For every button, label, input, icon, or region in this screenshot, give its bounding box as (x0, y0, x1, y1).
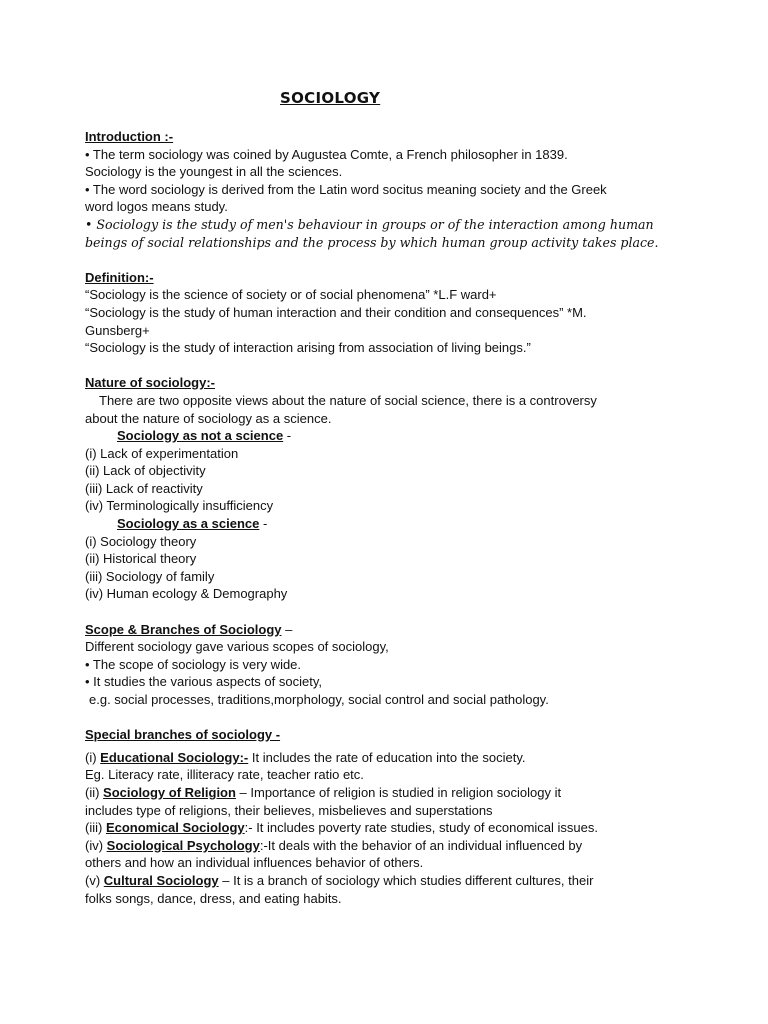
science-subheading (85, 515, 725, 533)
branch-name: Cultural Sociology (103, 872, 219, 888)
definition-line: “Sociology is the science of society or of social phenomena” *L.F ward+ (85, 287, 497, 303)
page-title: SOCIOLOGY (280, 89, 381, 107)
intro-italic-line: • Sociology is the study of men's behaviour in groups or of the interaction among human (85, 216, 654, 232)
not-science-heading: Sociology as not a science (117, 428, 284, 444)
list-item: (iii) Lack of reactivity (85, 480, 203, 496)
branch-name: Sociological Psychology (106, 837, 260, 853)
branch-prefix: (iii) (85, 820, 106, 836)
list-item: (i) Lack of experimentation (85, 445, 239, 461)
intro-line: • The word sociology is derived from the Latin word socitus meaning society and the Greek (85, 181, 607, 197)
scope-suffix: – (281, 621, 293, 637)
scope-line: • The scope of sociology is very wide. (85, 656, 302, 672)
branch-name: Sociology of Religion (103, 784, 236, 800)
branch-item (85, 837, 725, 855)
definition-line: “Sociology is the study of interaction arising from association of living beings.” (85, 340, 531, 356)
spacer (85, 251, 725, 269)
branch-name: Educational Sociology:- (100, 749, 249, 765)
nature-intro-line: about the nature of sociology as a science. (85, 410, 332, 426)
science-suffix: - (259, 516, 268, 532)
branch-continuation: includes type of religions, their believes, misbelieves and superstations (85, 802, 493, 818)
branch-text: :-It deals with the behavior of an individual influenced by (259, 837, 583, 853)
science-heading: Sociology as a science (117, 516, 260, 532)
list-item: (iii) Sociology of family (85, 568, 215, 584)
branch-continuation: others and how an individual influences behavior of others. (85, 855, 424, 871)
spacer (85, 709, 725, 727)
scope-line: • It studies the various aspects of society, (85, 674, 322, 690)
branch-name: Economical Sociology (105, 820, 245, 836)
intro-line: Sociology is the youngest in all the sciences. (85, 164, 343, 180)
list-item: (iv) Terminologically insufficiency (85, 498, 274, 514)
scope-heading-line (85, 621, 725, 639)
document-body (85, 128, 725, 907)
intro-line: word logos means study. (85, 199, 228, 215)
branch-prefix: (i) (85, 749, 101, 765)
list-item: (iv) Human ecology & Demography (85, 586, 288, 602)
branch-text: – Importance of religion is studied in religion sociology it (235, 784, 562, 800)
list-item: (i) Sociology theory (85, 533, 197, 549)
branch-continuation: folks songs, dance, dress, and eating habits. (85, 890, 342, 906)
introduction-heading: Introduction :- (85, 129, 174, 144)
definition-line: “Sociology is the study of human interaction and their condition and consequences” *M. (85, 304, 587, 320)
nature-heading: Nature of sociology:- (85, 375, 216, 391)
branch-text: It includes the rate of education into the society. (248, 749, 526, 765)
branch-continuation: Eg. Literacy rate, illiteracy rate, teacher ratio etc. (85, 767, 364, 783)
spacer (85, 603, 725, 621)
branch-prefix: (iv) (85, 837, 107, 853)
list-item: (ii) Lack of objectivity (85, 463, 206, 479)
branch-item (85, 872, 725, 890)
nature-intro-line: There are two opposite views about the nature of social science, there is a controversy (99, 392, 597, 408)
branch-text: :- It includes poverty rate studies, study of economical issues. (244, 820, 598, 836)
scope-line: e.g. social processes, traditions,morphology, social control and social pathology. (89, 692, 549, 707)
not-science-suffix: - (283, 428, 292, 444)
intro-italic-line: beings of social relationships and the process by which human group activity takes place. (85, 234, 659, 250)
branch-text: – It is a branch of sociology which studies different cultures, their (218, 872, 594, 888)
special-branches-heading: Special branches of sociology - (85, 727, 281, 743)
intro-line: • The term sociology was coined by Augustea Comte, a French philosopher in 1839. (85, 146, 568, 162)
definition-line: Gunsberg+ (85, 322, 150, 338)
branch-item (85, 749, 725, 767)
branch-item (85, 784, 725, 802)
definition-heading: Definition:- (85, 269, 154, 285)
spacer (85, 357, 725, 375)
branch-prefix: (ii) (85, 784, 104, 800)
scope-heading: Scope & Branches of Sociology (85, 621, 282, 637)
scope-line: Different sociology gave various scopes of sociology, (85, 639, 389, 655)
not-science-subheading (85, 427, 725, 445)
branch-item (85, 819, 725, 837)
list-item: (ii) Historical theory (85, 551, 197, 567)
branch-prefix: (v) (85, 872, 104, 888)
